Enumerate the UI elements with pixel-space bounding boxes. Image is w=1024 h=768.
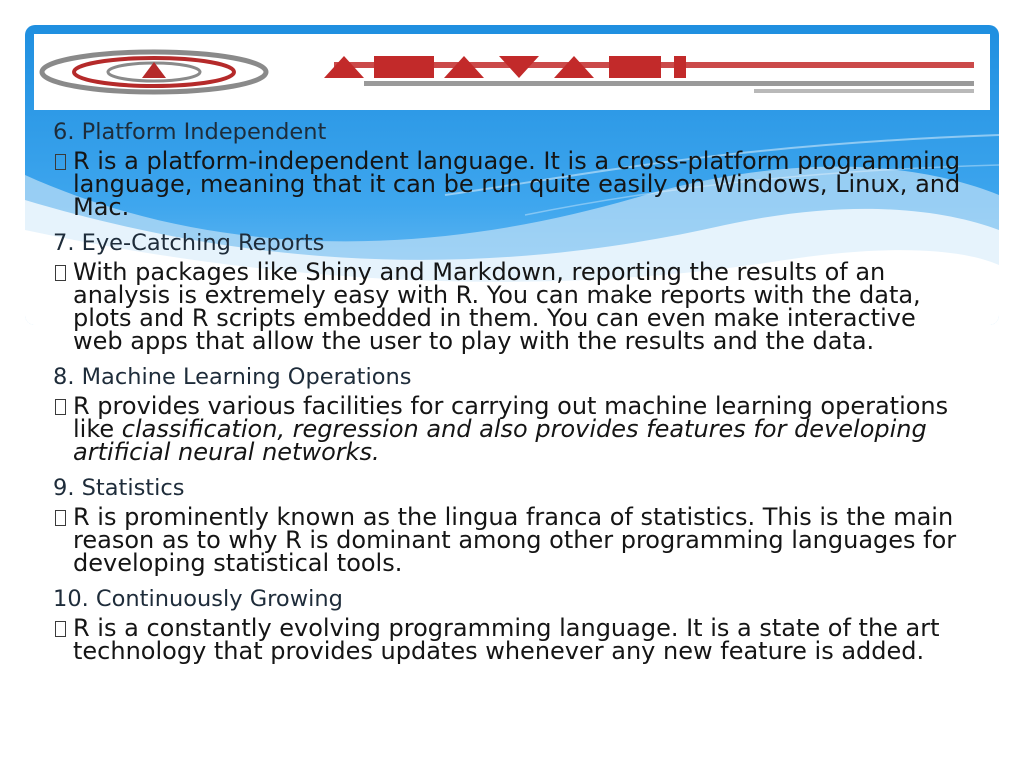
section-heading-eye-catching-reports: 7. Eye-Catching Reports <box>53 230 325 256</box>
section-heading-statistics: 9. Statistics <box>53 475 185 501</box>
slide-content <box>53 118 963 673</box>
bullet-box-icon <box>55 621 66 637</box>
bullet-box-icon <box>55 265 66 281</box>
paragraph-text: R provides various facilities for carrying out machine learning operations like <box>73 392 949 443</box>
paragraph-text: R is a platform-independent language. It is a cross-platform programming language, meaning that it can be run quite easily on Windows, Linux, and Mac. <box>73 147 961 221</box>
section-text-statistics <box>53 503 963 577</box>
bullet-box-icon <box>55 154 66 170</box>
section-text-eye-catching-reports <box>53 258 963 355</box>
aravali-logo-icon <box>34 34 990 110</box>
section-text-continuously-growing <box>53 614 963 665</box>
college-logo-banner <box>34 34 990 110</box>
bullet-box-icon <box>55 510 66 526</box>
section-text-machine-learning <box>53 392 963 466</box>
section-heading-platform-independent: 6. Platform Independent <box>53 119 327 145</box>
paragraph-text: With packages like Shiny and Markdown, reporting the results of an analysis is extremely easy with R. You can make reports with the data, plots and R scripts embedded in them. You can even make interactive web apps that allow the user to play with the results and the data. <box>73 258 921 355</box>
paragraph-text: R is a constantly evolving programming language. It is a state of the art technology that provides updates whenever any new feature is added. <box>73 614 940 665</box>
section-text-platform-independent <box>53 147 963 221</box>
section-heading-machine-learning: 8. Machine Learning Operations <box>53 364 412 390</box>
bullet-box-icon <box>55 399 66 415</box>
paragraph-text: R is prominently known as the lingua franca of statistics. This is the main reason as to why R is dominant among other programming languages for developing statistical tools. <box>73 503 957 577</box>
section-heading-continuously-growing: 10. Continuously Growing <box>53 586 343 612</box>
paragraph-italic-text: classification, regression and also provides features for developing artificial neural networks. <box>73 415 927 466</box>
